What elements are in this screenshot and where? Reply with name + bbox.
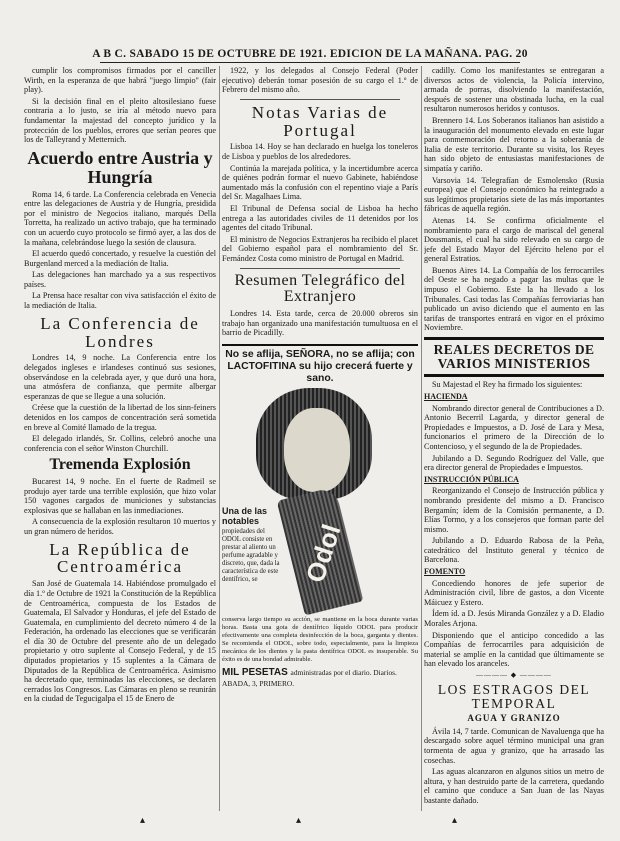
republica-paragraph: San José de Guatemala 14. Habiéndose promulgado el día 1.º de Octubre de 1921 la Constitución de la República de Centroamérica, compuesta de los Estados de Guatemala, El Salvador y Honduras, el jefe del Estado de Guatemala, en cumplimiento del decreto número 4 de la Federación, ha ordenado las elecciones que se verificarán el día 30 de Octubre del presente año de un delegado propietario y otro suplente al Consejo Federal, y de 15 diputados propietarios y 15 suplentes a la Cámara de Diputados de la República de Centroamérica. Asimismo ha decretado que, terminadas las elecciones, se declaren cerrados los Congresos. Las Cámaras en pleno se reunirán en la ciudad de Tegucigalpa el 15 de Enero de [24,579,216,704]
extranjero-headline: Resumen Telegráfico del Extranjero [234,271,406,306]
estragos-subheadline: AGUA Y GRANIZO [467,713,561,724]
austria-headline: Acuerdo entre Austria y Hungría [27,147,213,187]
col3-lead-paragraph: Buenos Aires 14. La Compañía de los ferrocarriles del Oeste se ha negado a pagar las multas que le impuso el Gobierno. Este la ha llevado a los Tribunales. Casi todas las Compañías ferroviarias han publicado un aviso diciendo que el aumento en las tarifas de transportes entrará en vigor en el próximo Noviembre. [424,265,604,333]
decretos-intro: Su Majestad el Rey ha firmado los siguientes: [432,380,583,390]
decretos-headline: REALES DECRETOS DE VARIOS MINISTERIOS [433,342,595,372]
explosion-paragraph: Bucarest 14, 9 noche. En el fuerte de Radmeil se produjo ayer tarde una terrible explosión, que hizo volar 150 vagones cargados de municiones y substancias explosivas que se hallaban en las inmediaciones. [24,477,216,515]
page-footer-marks [0,815,620,827]
footer-mark: ▴ [452,815,458,826]
fomento-paragraph: Disponiendo que el anticipo concedido a las Compañías de ferrocarriles para adquisición de material se amplíe en la cantidad que últimamente se han elevado los aranceles. [424,630,604,669]
ad-foot-text: conserva largo tiempo su acción, se mantiene en la boca durante varias horas. Basta una gota de dentífrico líquido ODOL para producir efectivamente una completa desinfección de la boca, garganta y dientes. Se recomienda el ODOL, sobre todo, especialmente, para la limpieza mecánica de los dientes y la pasta dentífrica ODOL es insuperable. Su éxito es de una bondad admirable. [222,615,418,663]
portugal-paragraph: Continúa la marejada política, y la incertidumbre acerca de quiénes podrán formar el nuevo Gabinete, habiéndose aumentado más la confusión con el repentino viaje a París del Sr. Magalhaes Lima. [222,163,418,202]
hacienda-paragraph: Nombrando director general de Contribuciones a D. Antonio Becerril Lagarda, y director general de Propiedades e Impuestos, a D. José de Lara y Mesa, funcionarios el primero de la Dirección de lo Contencioso, y el segundo de la de Propiedades. [424,403,604,451]
fomento-label: FOMENTO [424,567,466,577]
ad-headline: No se aflija, SEÑORA, no se aflija; con LACTOFITINA su hijo crecerá fuerte y sano. [225,348,415,384]
instruccion-paragraph: Reorganizando el Consejo de Instrucción pública y nombrando presidente del mismo a D. Francisco Bergamín; ídem de la Comisión permanente, a D. Elías Tormo, y a los consejeros que forman parte del mismo. [424,486,604,534]
estragos-paragraph: Ávila 14, 7 tarde. Comunican de Navaluenga que ha descargado sobre aquel término municipal una gran tormenta de agua y granizo, que ha arrasado las cosechas. [424,726,604,765]
column-3 [424,66,604,811]
instruccion-paragraph: Jubilando a D. Eduardo Rabosa de la Peña, catedrático del Instituto general y técnico de Barcelona. [424,536,604,565]
col1-lead-paragraph: Si la decisión final en el pleito altosilesiano fuese contraria a lo justo, se iría al método nuevo para fundamentar la majestad del concepto jurídico y la protección de los pueblos, errores que serían peores que los de Talleyrand y Metternich. [24,96,216,145]
austria-paragraph: Las delegaciones han marchado ya a sus respectivos países. [24,270,216,289]
austria-paragraph: Roma 14, 6 tarde. La Conferencia celebrada en Venecia entre las delegaciones de Austria y de Hungría, presidida por el ministro de Negocios italiano, marqués Della Torretta, ha realizado un activo trabajo, que ha terminado con un acuerdo cuyo protocolo se firmó ayer, a las dos de la mañana, celebrándose luego la sesión de clausura. [24,189,216,247]
fomento-paragraph: Ídem íd. a D. Jesús Miranda González y a D. Eladio Morales Arjona. [424,609,604,629]
col3-lead-paragraph: Brennero 14. Los Soberanos italianos han asistido a la inauguración del monumento elevado en este lugar para conmemoración del retorno a la soberanía de Italia de este territorio. Durante su visita, los Reyes han sido objeto de entusiastas manifestaciones de simpatía y cariño. [424,115,604,173]
column-2 [222,66,418,811]
explosion-headline: Tremenda Explosión [49,456,191,474]
portugal-paragraph: Lisboa 14. Hoy se han declarado en huelga los toneleros de Lisboa y pueblos de los alrededores. [222,142,418,162]
extranjero-paragraph: Londres 14. Esta tarde, cerca de 20.000 obreros sin trabajo han organizado una manifestación tumultuosa en el barrio de Picadilly. [222,309,418,338]
mil-pesetas-notice [222,667,418,689]
ad-face-highlight [284,408,350,492]
mil-pesetas-title: MIL PESETAS [222,666,288,678]
section-rule [240,268,400,269]
explosion-paragraph: A consecuencia de la explosión resultaron 10 muertos y un gran número de heridos. [24,517,216,537]
col2-lead-paragraph: 1922, y los delegados al Consejo Federal (Poder ejecutivo) deberán tomar posesión de su cargo el 1.º de Febrero del mismo año. [222,66,418,95]
londres-paragraph: El delegado irlandés, Sr. Collins, celebró anoche una conferencia con el señor Winston Churchill. [24,434,216,453]
hacienda-paragraph: Jubilando a D. Segundo Rodríguez del Valle, que era director general de Propiedades e Impuestos. [424,453,604,473]
ad-side-title: Una de las notables [222,505,268,526]
portugal-paragraph: El ministro de Negocios Extranjeros ha recibido el placet del Gobierno español para el nombramiento del Sr. Fernández Costa como ministro de Portugal en Madrid. [222,234,418,263]
austria-paragraph: El acuerdo quedó concertado, y resuelve la cuestión del Burgenland merced a la mediación de Italia. [24,249,216,268]
col3-lead-paragraph: Atenas 14. Se confirma oficialmente el nombramiento para el cargo de mariscal del general Dousmanis, el cual ha sido relevado en su cargo de jefe del Estado Mayor del Ejército heleno por el general Estratios. [424,215,604,264]
mil-pesetas-text: administradas por el diario. Diarios. ABADA, 3, PRIMERO. [222,667,397,688]
fomento-paragraph: Concediendo honores de jefe superior de Administración civil, libre de gastos, a don Vicente Máicuez y Estero. [424,578,604,607]
section-rule [240,99,400,100]
ad-brand-word: Odol [299,520,347,587]
estragos-paragraph: Las aguas alcanzaron en algunos sitios un metro de altura, y han destruido parte de la carretera, quedando el camino que conduce a San Juan de las Nayas bastante dañado. [424,767,604,805]
estragos-headline: LOS ESTRAGOS DEL TEMPORAL [437,682,591,712]
section-ornament: ———— ◆ ———— [476,671,552,679]
masthead-rule [100,62,520,63]
footer-mark: ▴ [140,815,146,826]
page-masthead: A B C. SABADO 15 DE OCTUBRE DE 1921. EDICION DE LA MAÑANA. PAG. 20 [92,48,528,60]
col3-lead-paragraph: cadilly. Como los manifestantes se entregaran a diversos actos de violencia, la Policía intervino, armada de porras, disolviendo la manifestación, después de sostener una obstinada lucha, en la cual resultaron numerosos heridos y contusos. [424,66,604,114]
footer-mark: ▴ [296,815,302,826]
londres-paragraph: Londres 14, 9 noche. La Conferencia entre los delegados ingleses e irlandeses continuó sus sesiones, observándose en la celebrada ayer, y que duró una hora, una atmósfera de confianza, que permite albergar esperanzas de que se llegue a una solución. [24,353,216,401]
portugal-headline: Notas Varias de Portugal [251,102,389,140]
instruccion-label: INSTRUCCIÓN PÚBLICA [424,474,519,484]
ad-illustration [222,388,418,614]
lactofitina-odol-advertisement [222,344,418,689]
column-divider-2 [421,66,422,811]
republica-headline: La República de Centroamérica [49,539,191,577]
portugal-paragraph: El Tribunal de Defensa social de Lisboa ha hecho entrega a las autoridades civiles de 11 detenidos por los agentes del citado Tribunal. [222,204,418,233]
londres-headline: La Conferencia de Londres [40,313,200,351]
hacienda-label: HACIENDA [424,391,468,401]
col3-lead-paragraph: Varsovia 14. Telegrafían de Esmolensko (Rusia europea) que el Consejo económico ha reintegrado a sus legítimos propietarios siete de las más importantes fábricas de aquella región. [424,175,604,214]
column-divider-1 [219,66,220,811]
ad-side-text: propiedades del ODOL consiste en prestar al aliento un perfume agradable y discreto, que, dada la característica de este dentífrico, se [222,527,280,583]
column-1 [24,66,216,811]
decretos-header-box [424,337,604,377]
austria-paragraph: La Prensa hace resaltar con viva satisfacción el éxito de la mediación de Italia. [24,291,216,311]
col1-lead-paragraph: cumplir los compromisos firmados por el canciller Wirth, en la esperanza de que habrá "juego limpio" (fair play). [24,66,216,95]
londres-paragraph: Créese que la cuestión de la libertad de los sinn-feiners detenidos en los campos de concentración será sometida en breve al Comité llamado de la tregua. [24,403,216,432]
